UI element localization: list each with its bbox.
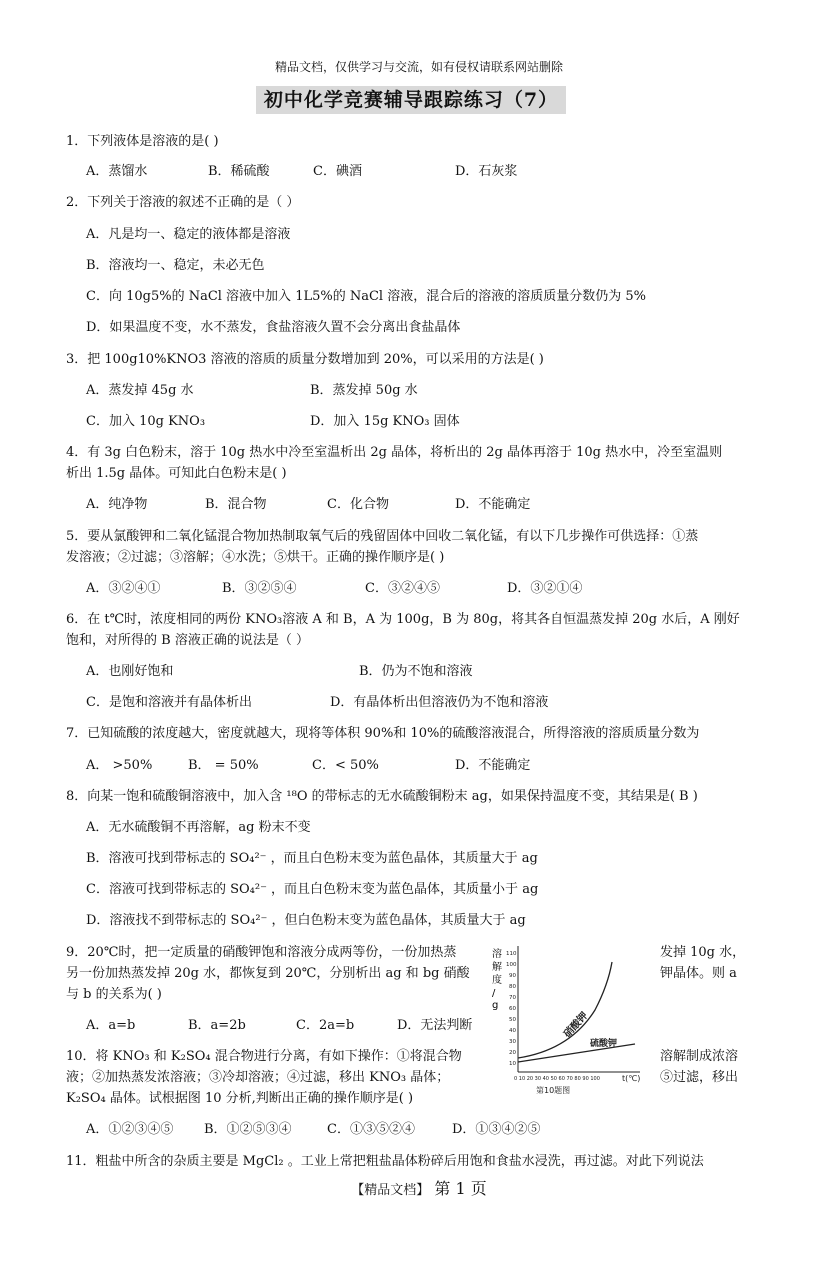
question-10-line-2-cont: ⑤过滤，移出 <box>660 1070 739 1085</box>
q5-option-d: D．③②①④ <box>507 581 583 596</box>
q6-option-d: D．有晶体析出但溶液仍为不饱和溶液 <box>330 695 549 710</box>
curve2-label: 硫酸钾 <box>590 1039 618 1049</box>
q1-option-a: A．蒸馏水 <box>86 164 148 179</box>
q7-option-a: A． >50% <box>86 758 153 773</box>
question-9-line-2-cont: 钾晶体。则 a <box>660 966 737 981</box>
y-tick-50: 50 <box>509 1017 516 1023</box>
footer-tag: 【精品文档】 <box>351 1183 430 1198</box>
q4-option-d: D．不能确定 <box>455 497 531 512</box>
q8-option-d: D．溶液找不到带标志的 SO₄²⁻ ，但白色粉末变为蓝色晶体，其质量大于 ag <box>86 913 526 928</box>
question-2: 2．下列关于溶液的叙述不正确的是（ ） <box>66 195 300 210</box>
q10-option-b: B．①②⑤③④ <box>204 1122 292 1137</box>
q8-option-a: A．无水硫酸铜不再溶解，ag 粉末不变 <box>86 820 311 835</box>
y-tick-110: 110 <box>506 951 517 957</box>
y-tick-100: 100 <box>506 962 517 968</box>
y-tick-30: 30 <box>509 1039 516 1045</box>
figure-ylabel-2: 解 <box>492 962 502 973</box>
figure-ylabel-1: 溶 <box>492 949 502 960</box>
q9-option-b: B．a=2b <box>188 1018 246 1033</box>
q1-option-c: C．碘酒 <box>313 164 362 179</box>
q5-option-c: C．③②④⑤ <box>365 581 440 596</box>
q6-option-b: B．仍为不饱和溶液 <box>359 664 473 679</box>
q3-option-a: A．蒸发掉 45g 水 <box>86 383 194 398</box>
question-5-line-1: 5．要从氯酸钾和二氧化锰混合物加热制取氧气后的残留固体中回收二氧化锰，有以下几步操作可供选择：①蒸 <box>66 529 699 544</box>
y-tick-20: 20 <box>509 1050 516 1056</box>
q9-option-a: A．a=b <box>86 1018 136 1033</box>
question-4-line-1: 4．有 3g 白色粉末，溶于 10g 热水中冷至室温析出 2g 晶体，将析出的 2g 晶体再溶于 10g 热水中，冷至室温则 <box>66 445 723 460</box>
question-6-line-2: 饱和，对所得的 B 溶液正确的说法是（ ） <box>66 633 309 648</box>
figure-caption: 第10题图 <box>536 1086 571 1095</box>
question-10-line-3: K₂SO₄ 晶体。试根据图 10 分析,判断出正确的操作顺序是( ) <box>66 1091 414 1106</box>
question-11: 11．粗盐中所含的杂质主要是 MgCl₂ 。工业上常把粗盐晶体粉碎后用饱和食盐水浸洗，再过滤。对此下列说法 <box>66 1154 704 1169</box>
page-title: 初中化学竞赛辅导跟踪练习（7） <box>256 86 566 114</box>
curve1-label: 硝酸钾 <box>562 1010 591 1041</box>
y-tick-10: 10 <box>509 1061 516 1067</box>
y-tick-40: 40 <box>509 1028 516 1034</box>
figure-ylabel-3: 度 <box>492 975 502 986</box>
y-tick-70: 70 <box>509 995 516 1001</box>
question-10-line-1: 10．将 KNO₃ 和 K₂SO₄ 混合物进行分离，有如下操作：①将混合物 <box>66 1049 462 1064</box>
question-9-line-2: 另一份加热蒸发掉 20g 水，都恢复到 20℃，分别析出 ag 和 bg 硝酸 <box>66 966 470 981</box>
question-9-line-1: 9．20℃时，把一定质量的硝酸钾饱和溶液分成两等份，一份加热蒸 <box>66 945 457 960</box>
page-footer <box>0 1176 838 1199</box>
figure-xlabel: t(℃) <box>622 1074 641 1083</box>
q1-option-d: D．石灰浆 <box>455 164 518 179</box>
solubility-figure <box>490 940 650 1100</box>
q5-option-a: A．③②④① <box>86 581 161 596</box>
question-1: 1．下列液体是溶液的是( ) <box>66 134 219 149</box>
q7-option-b: B． = 50% <box>188 758 259 773</box>
y-tick-60: 60 <box>509 1006 516 1012</box>
question-10-line-2: 液；②加热蒸发浓溶液；③冷却溶液；④过滤，移出 KNO₃ 晶体； <box>66 1070 450 1085</box>
q2-option-c: C．向 10g5%的 NaCl 溶液中加入 1L5%的 NaCl 溶液，混合后的溶液的溶质质量分数仍为 5% <box>86 289 646 304</box>
page-number: 第 1 页 <box>434 1179 487 1198</box>
q10-option-a: A．①②③④⑤ <box>86 1122 174 1137</box>
q9-option-c: C．2a=b <box>296 1018 355 1033</box>
q10-option-c: C．①③⑤②④ <box>327 1122 415 1137</box>
figure-ylabel-5: g <box>492 1000 499 1011</box>
question-7: 7．已知硫酸的浓度越大，密度就越大，现将等体积 90%和 10%的硫酸溶液混合，所得溶液的溶质质量分数为 <box>66 726 700 741</box>
y-tick-80: 80 <box>509 984 516 990</box>
q2-option-b: B．溶液均一、稳定，未必无色 <box>86 258 265 273</box>
q7-option-c: C．< 50% <box>312 758 379 773</box>
question-9-line-3: 与 b 的关系为( ) <box>66 987 162 1002</box>
figure-ylabel-4: / <box>492 988 496 999</box>
q6-option-a: A．也刚好饱和 <box>86 664 174 679</box>
q5-option-b: B．③②⑤④ <box>222 581 297 596</box>
q9-option-d: D．无法判断 <box>397 1018 473 1033</box>
question-10-line-1-cont: 溶解制成浓溶 <box>660 1049 739 1064</box>
q3-option-b: B．蒸发掉 50g 水 <box>310 383 418 398</box>
question-4-line-2: 析出 1.5g 晶体。可知此白色粉末是( ) <box>66 466 287 481</box>
q3-option-d: D．加入 15g KNO₃ 固体 <box>310 414 460 429</box>
question-3: 3．把 100g10%KNO3 溶液的溶质的质量分数增加到 20%，可以采用的方法是( ) <box>66 352 544 367</box>
question-9-line-1-cont: 发掉 10g 水， <box>660 945 746 960</box>
y-tick-90: 90 <box>509 973 516 979</box>
q7-option-d: D．不能确定 <box>455 758 531 773</box>
q4-option-b: B．混合物 <box>205 497 267 512</box>
question-8: 8．向某一饱和硫酸铜溶液中，加入含 ¹⁸O 的带标志的无水硫酸铜粉末 ag，如果保持温度不变，其结果是( B ) <box>66 789 698 804</box>
q3-option-c: C．加入 10g KNO₃ <box>86 414 206 429</box>
curve-potassium-sulfate <box>518 1044 635 1062</box>
question-6-line-1: 6．在 t℃时，浓度相同的两份 KNO₃溶液 A 和 B，A 为 100g，B 为 80g，将其各自恒温蒸发掉 20g 水后，A 刚好 <box>66 612 740 627</box>
q8-option-b: B．溶液可找到带标志的 SO₄²⁻ ，而且白色粉末变为蓝色晶体，其质量大于 ag <box>86 851 538 866</box>
q6-option-c: C．是饱和溶液并有晶体析出 <box>86 695 252 710</box>
question-5-line-2: 发溶液；②过滤；③溶解；④水洗；⑤烘干。正确的操作顺序是( ) <box>66 550 445 565</box>
q2-option-d: D．如果温度不变，水不蒸发，食盐溶液久置不会分离出食盐晶体 <box>86 320 461 335</box>
q4-option-c: C．化合物 <box>327 497 389 512</box>
q10-option-d: D．①③④②⑤ <box>452 1122 541 1137</box>
q1-option-b: B．稀硫酸 <box>208 164 270 179</box>
figure-x-ticks: 0 10 20 30 40 50 60 70 80 90 100 <box>514 1076 600 1082</box>
q2-option-a: A．凡是均一、稳定的液体都是溶液 <box>86 227 291 242</box>
q4-option-a: A．纯净物 <box>86 497 148 512</box>
q8-option-c: C．溶液可找到带标志的 SO₄²⁻ ，而且白色粉末变为蓝色晶体，其质量小于 ag <box>86 882 539 897</box>
page-header: 精品文档，仅供学习与交流，如有侵权请联系网站删除 <box>274 60 563 74</box>
figure-y-ticks <box>506 951 517 1067</box>
